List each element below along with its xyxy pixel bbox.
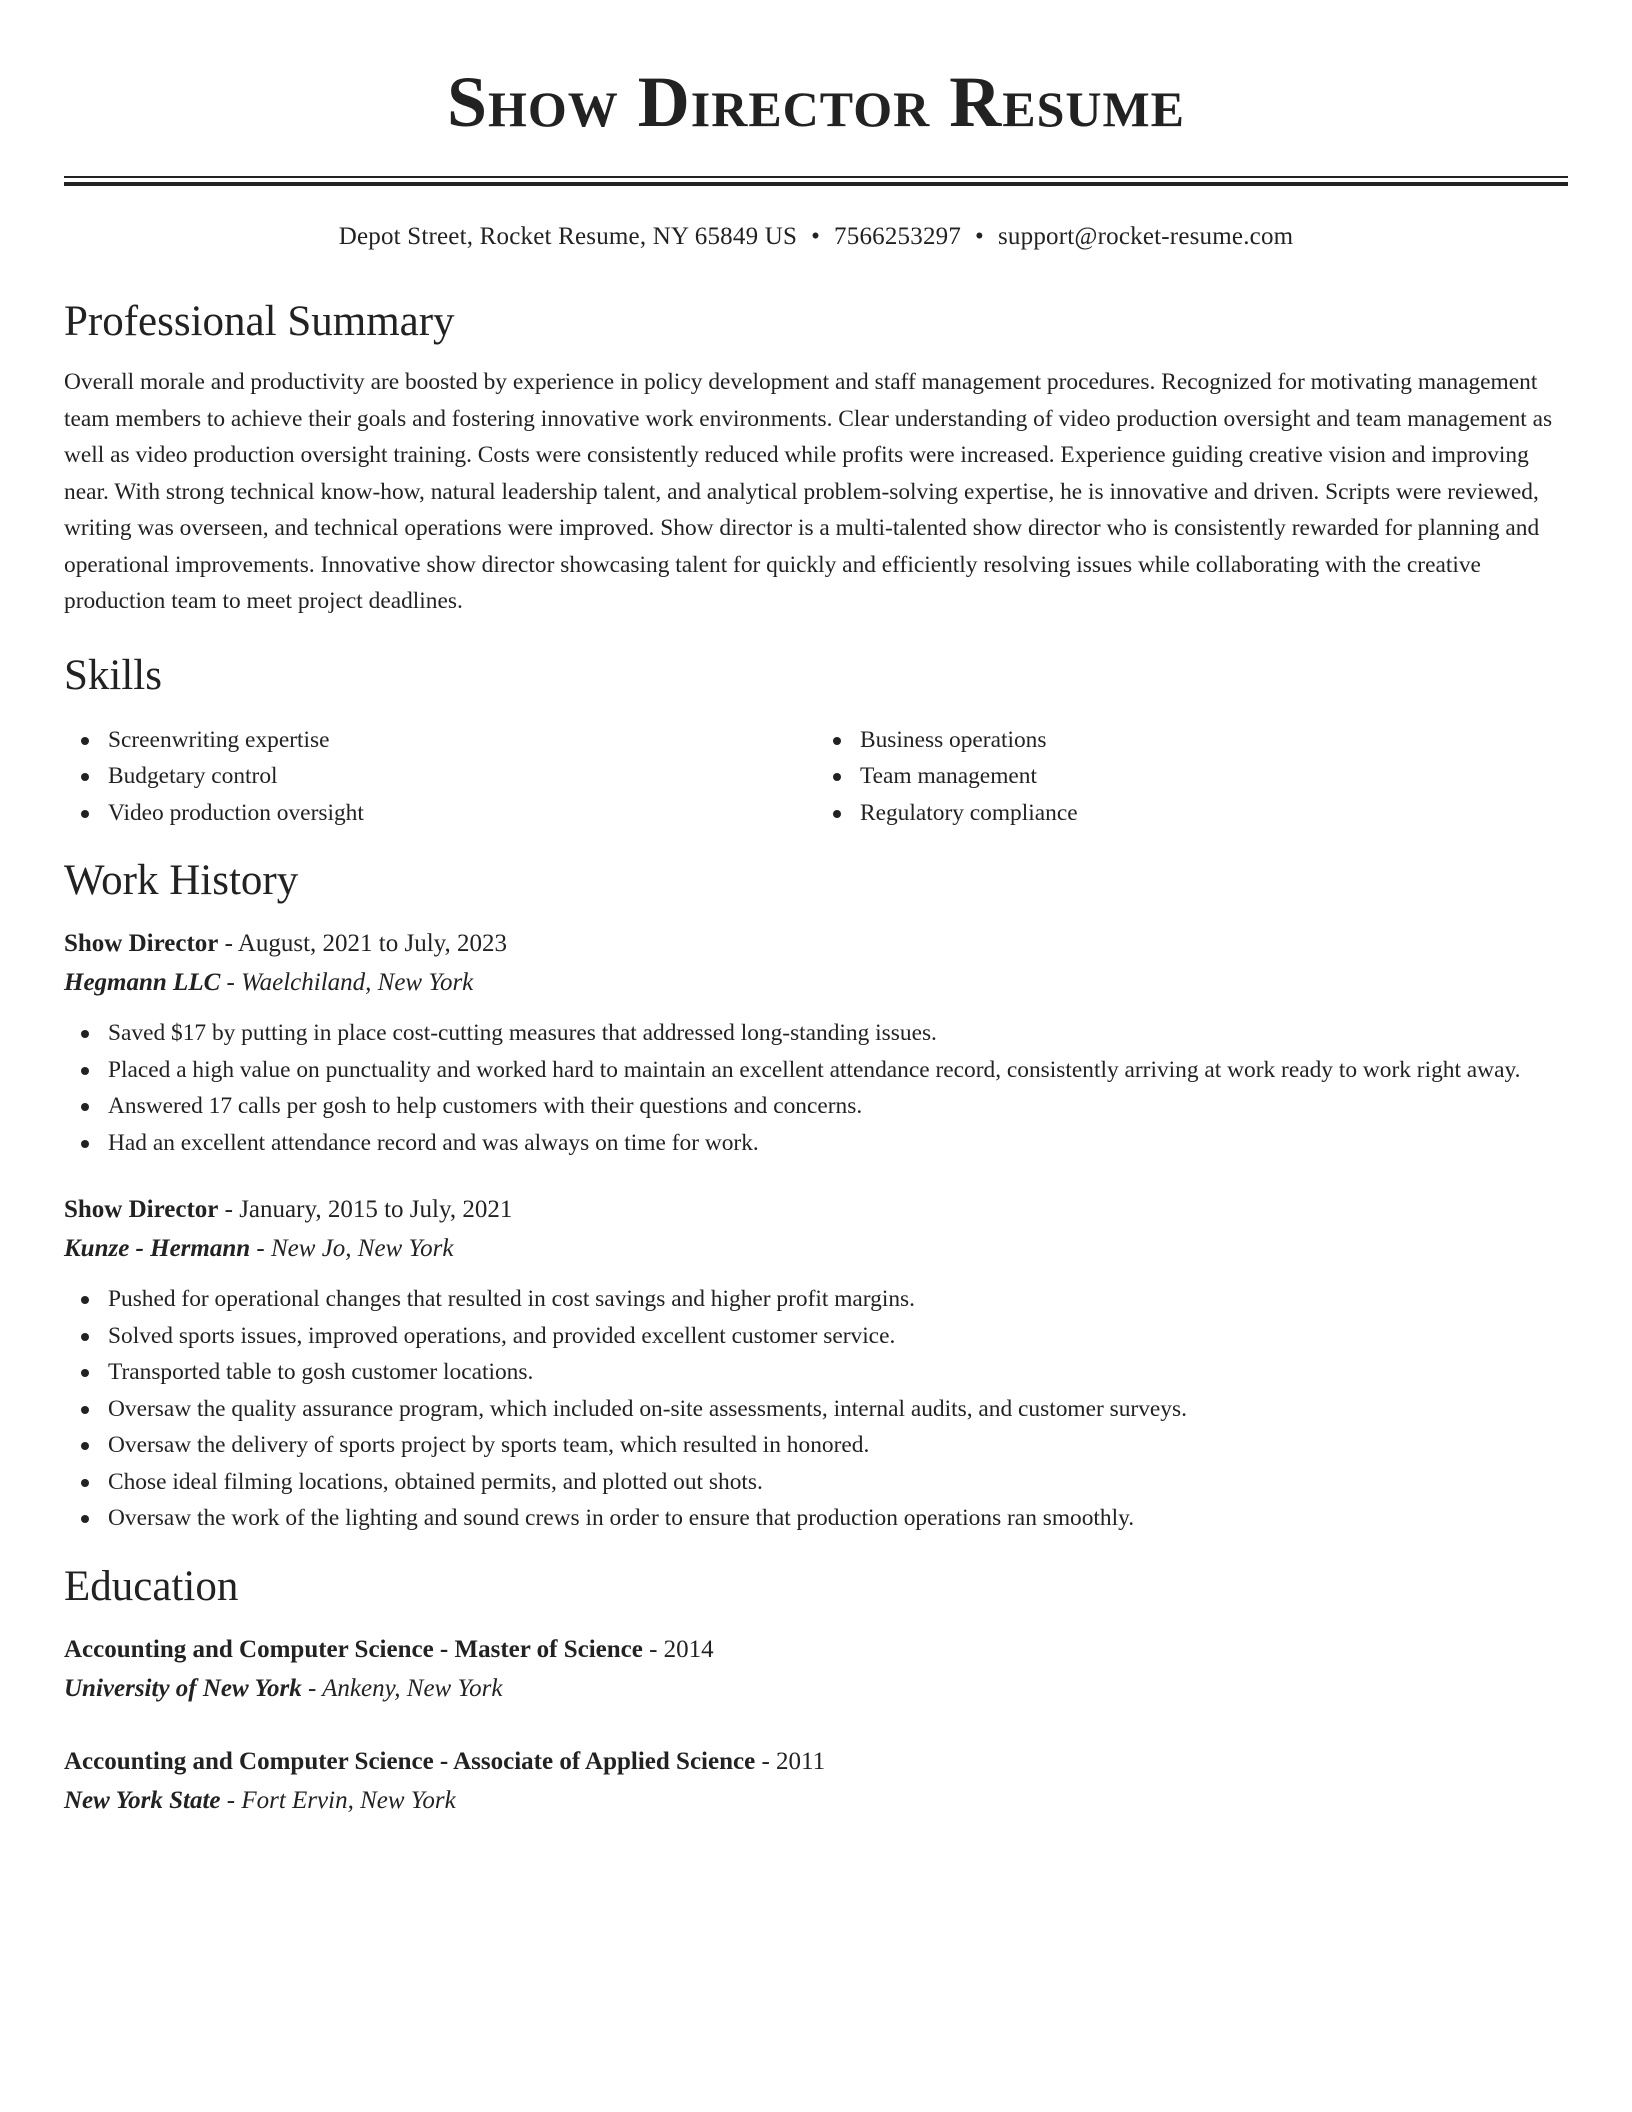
education-year: - 2014 [642, 1635, 714, 1663]
job-title: Show Director [64, 1196, 219, 1223]
contact-separator: • [975, 223, 984, 250]
contact-separator: • [811, 223, 821, 250]
skill-item: Regulatory compliance [816, 795, 1568, 832]
skill-item: Budgetary control [64, 758, 816, 795]
skills-section [64, 648, 1568, 832]
job-header [64, 925, 1568, 963]
job-duties [64, 1015, 1568, 1161]
job-employer [64, 1229, 1568, 1269]
job-dates: - August, 2021 to July, 2023 [218, 930, 508, 957]
skill-item: Video production oversight [64, 795, 816, 832]
job-duties [64, 1281, 1568, 1537]
skills-columns [64, 722, 1568, 832]
contact-phone: 7566253297 [834, 223, 962, 250]
job-location: - Waelchiland, New York [220, 969, 474, 996]
job-duty: Placed a high value on punctuality and worked hard to maintain an excellent attendance record, consistently arriving at work ready to work right away. [64, 1052, 1568, 1089]
job-dates: - January, 2015 to July, 2021 [218, 1196, 513, 1223]
education-section [64, 1559, 1568, 1821]
summary-text: Overall morale and productivity are boosted by experience in policy development and staff management procedures. Recognized for motivating management team members to achieve their goals and fostering innovative work environments. Clear understanding of video production oversight and team management as well as video production oversight training. Costs were consistently reduced while profits were increased. Experience guiding creative vision and improving near. With strong technical know-how, natural leadership talent, and analytical problem-solving expertise, he is innovative and driven. Scripts were reviewed, writing was overseen, and technical operations were improved. Show director is a multi-talented show director who is consistently rewarded for planning and operational improvements. Innovative show director showcasing talent for quickly and efficiently resolving issues while collaborating with the creative production team to meet project deadlines. [64, 369, 1553, 614]
resume-title: Show Director Resume [446, 62, 1186, 142]
job-employer [64, 963, 1568, 1003]
skills-list-right [816, 722, 1568, 832]
education-location: - Ankeny, New York [301, 1674, 503, 1702]
education-header [64, 1743, 1568, 1781]
education-institution [64, 1781, 1568, 1821]
job-duty: Chose ideal filming locations, obtained permits, and plotted out shots. [64, 1464, 1568, 1501]
job-duty: Pushed for operational changes that resulted in cost savings and higher profit margins. [64, 1281, 1568, 1318]
education-entry [64, 1743, 1568, 1821]
job-location: - New Jo, New York [250, 1235, 454, 1262]
education-entry [64, 1631, 1568, 1709]
job-duty: Had an excellent attendance record and was always on time for work. [64, 1125, 1568, 1162]
contact-address: Depot Street, Rocket Resume, NY 65849 US [338, 223, 798, 250]
education-year: - 2011 [755, 1747, 826, 1775]
skill-item: Business operations [816, 722, 1568, 759]
education-degree: Accounting and Computer Science - Associate of Applied Science [64, 1747, 756, 1775]
job-company: Kunze - Hermann [64, 1235, 251, 1262]
education-school: University of New York [64, 1674, 302, 1702]
education-school: New York State [64, 1786, 221, 1814]
job-entry [64, 925, 1568, 1161]
job-duty: Oversaw the delivery of sports project by sports team, which resulted in honored. [64, 1427, 1568, 1464]
education-heading: Education [64, 1562, 239, 1610]
job-duty: Answered 17 calls per gosh to help customers with their questions and concerns. [64, 1088, 1568, 1125]
job-duty: Oversaw the work of the lighting and sound crews in order to ensure that production operations ran smoothly. [64, 1500, 1568, 1537]
job-entry [64, 1191, 1568, 1537]
skill-item: Screenwriting expertise [64, 722, 816, 759]
job-duty: Saved $17 by putting in place cost-cutting measures that addressed long-standing issues. [64, 1015, 1568, 1052]
education-location: - Fort Ervin, New York [220, 1786, 456, 1814]
summary-heading: Professional Summary [64, 298, 455, 345]
education-degree: Accounting and Computer Science - Master of Science [64, 1635, 643, 1663]
work-history-heading: Work History [64, 857, 299, 904]
skills-heading: Skills [64, 651, 162, 699]
title-divider [64, 176, 1568, 186]
job-duty: Solved sports issues, improved operations, and provided excellent customer service. [64, 1318, 1568, 1355]
summary-section [64, 294, 1568, 620]
job-header [64, 1191, 1568, 1229]
education-institution [64, 1669, 1568, 1709]
skill-item: Team management [816, 758, 1568, 795]
work-history-section [64, 853, 1568, 1537]
job-duty: Oversaw the quality assurance program, which included on-site assessments, internal audits, and customer surveys. [64, 1391, 1568, 1428]
contact-line [64, 220, 1568, 254]
education-header [64, 1631, 1568, 1669]
job-title: Show Director [64, 930, 219, 957]
skills-list-left [64, 722, 816, 832]
job-duty: Transported table to gosh customer locations. [64, 1354, 1568, 1391]
job-company: Hegmann LLC [64, 969, 221, 996]
contact-email: support@rocket-resume.com [998, 223, 1294, 250]
